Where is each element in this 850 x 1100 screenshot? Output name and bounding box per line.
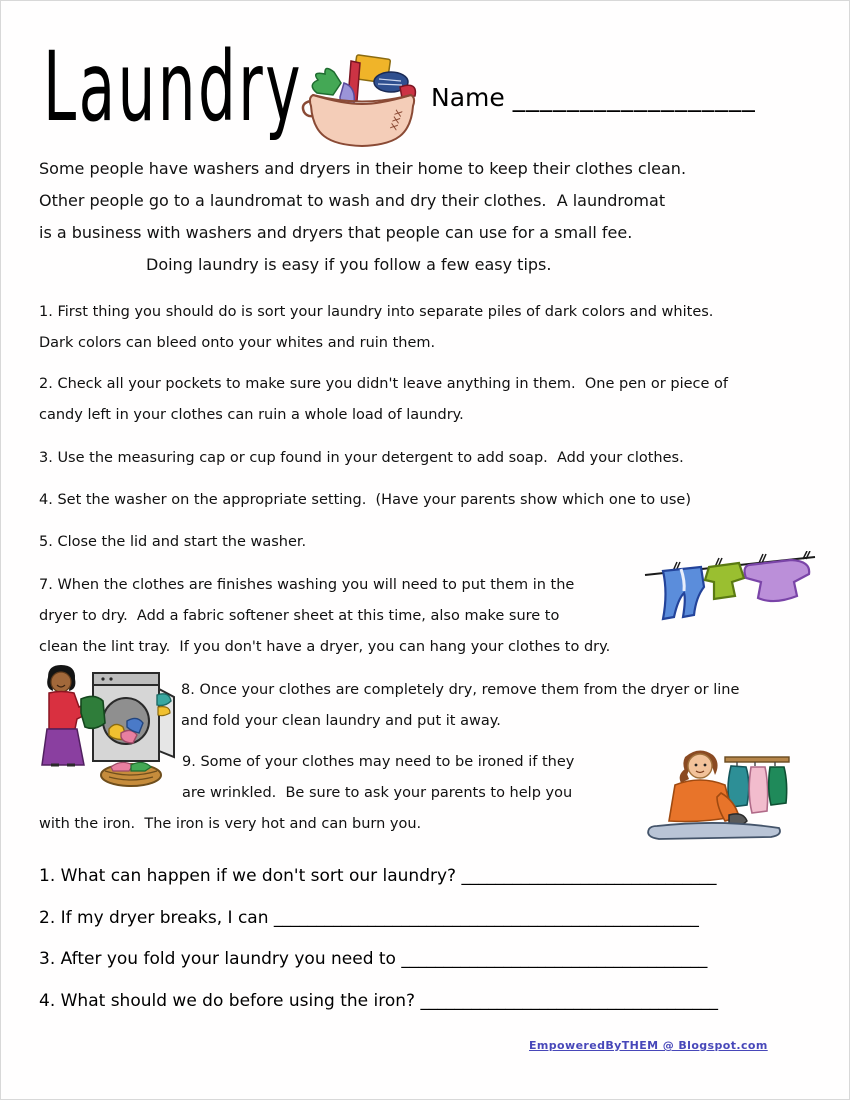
person-ironing-icon bbox=[641, 741, 793, 846]
tip-2 bbox=[39, 369, 728, 431]
tip-9 bbox=[182, 747, 574, 809]
svg-text:xxx: xxx bbox=[385, 107, 406, 132]
intro-line: is a business with washers and dryers that people can use for a small fee. bbox=[39, 223, 633, 242]
intro-line: Other people go to a laundromat to wash and dry their clothes. A laundromat bbox=[39, 191, 666, 210]
question-1[interactable]: 1. What can happen if we don't sort our laundry? ______________________________ bbox=[39, 866, 717, 886]
woman-loading-washer-icon bbox=[31, 663, 176, 788]
tip-line: 9. Some of your clothes may need to be ironed if they bbox=[182, 754, 575, 770]
tip-line: 4. Set the washer on the appropriate setting. (Have your parents show which one to use) bbox=[39, 492, 691, 508]
tip-line: dryer to dry. Add a fabric softener sheet at this time, also make sure to bbox=[39, 608, 560, 624]
tip-line: with the iron. The iron is very hot and can burn you. bbox=[39, 816, 422, 832]
tip-3 bbox=[39, 443, 684, 474]
tip-line: 7. When the clothes are finishes washing you will need to put them in the bbox=[39, 577, 575, 593]
question-4[interactable]: 4. What should we do before using the iron? ___________________________________ bbox=[39, 991, 718, 1011]
footer-credit-link[interactable]: EmpoweredByTHEM @ Blogspot.com bbox=[529, 1039, 768, 1052]
tip-line: 2. Check all your pockets to make sure you didn't leave anything in them. One pen or piece of bbox=[39, 376, 728, 392]
clothesline-icon bbox=[643, 551, 818, 636]
name-row bbox=[431, 83, 756, 112]
tip-9-continued bbox=[39, 809, 421, 840]
laundry-basket-icon bbox=[299, 51, 425, 151]
tip-line: clean the lint tray. If you don't have a dryer, you can hang your clothes to dry. bbox=[39, 639, 611, 655]
tip-8 bbox=[181, 675, 739, 737]
question-3[interactable]: 3. After you fold your laundry you need to ____________________________________ bbox=[39, 949, 708, 969]
tip-5 bbox=[39, 527, 306, 558]
tip-line: 8. Once your clothes are completely dry, remove them from the dryer or line bbox=[181, 682, 740, 698]
intro-line: Doing laundry is easy if you follow a few easy tips. bbox=[146, 255, 552, 274]
tip-1 bbox=[39, 297, 713, 359]
tip-line: and fold your clean laundry and put it away. bbox=[181, 713, 501, 729]
tip-line: are wrinkled. Be sure to ask your parents to help you bbox=[182, 785, 573, 801]
question-2[interactable]: 2. If my dryer breaks, I can __________________________________________________ bbox=[39, 908, 699, 928]
tip-4 bbox=[39, 485, 691, 516]
page-title: Laundry bbox=[43, 31, 303, 143]
tip-line: 3. Use the measuring cap or cup found in your detergent to add soap. Add your clothes. bbox=[39, 450, 684, 466]
tip-line: Dark colors can bleed onto your whites and ruin them. bbox=[39, 335, 436, 351]
tip-7 bbox=[39, 570, 610, 663]
tip-line: candy left in your clothes can ruin a whole load of laundry. bbox=[39, 407, 464, 423]
tip-line: 5. Close the lid and start the washer. bbox=[39, 534, 307, 550]
name-label: Name bbox=[431, 83, 505, 112]
intro-paragraph bbox=[39, 153, 686, 281]
tip-line: 1. First thing you should do is sort your laundry into separate piles of dark colors and whites. bbox=[39, 304, 714, 320]
name-blank-line[interactable]: __________________ bbox=[512, 83, 756, 112]
intro-line: Some people have washers and dryers in their home to keep their clothes clean. bbox=[39, 159, 687, 178]
